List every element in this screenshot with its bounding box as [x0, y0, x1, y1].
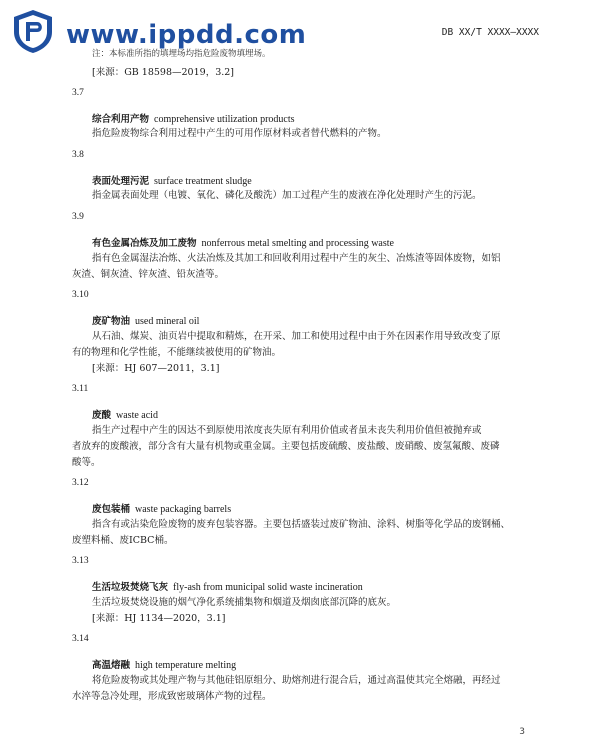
- term-chinese: 有色金属冶炼及加工废物: [92, 238, 197, 249]
- definition-line: 指生产过程中产生的因达不到原使用浓度丧失原有利用价值或者虽未丧失利用价值但被抛弃或: [92, 425, 482, 436]
- source-citation: [来源：GB 18598—2019，3.2]: [92, 67, 235, 78]
- term-english: surface treatment sludge: [154, 176, 252, 187]
- definition-line: 水淬等急冷处理，形成致密玻璃体产物的过程。: [72, 691, 272, 702]
- term-heading: [92, 313, 199, 327]
- term-english: nonferrous metal smelting and processing waste: [201, 238, 394, 249]
- term-english: comprehensive utilization products: [154, 114, 295, 125]
- note-text: 注：本标准所指的填埋场均指危险废物填埋场。: [92, 49, 271, 59]
- definition-line: 者放弃的废酸液，部分含有大量有机物或重金属。主要包括废硫酸、废盐酸、废硝酸、废氢氟酸、废磷: [72, 441, 500, 452]
- term-heading: [92, 579, 363, 593]
- watermark-logo-icon: [10, 8, 56, 54]
- term-english: waste packaging barrels: [135, 504, 232, 515]
- clause-number: 3.13: [72, 556, 89, 566]
- term-english: fly-ash from municipal solid waste incineration: [173, 582, 363, 593]
- clause-number: 3.9: [72, 212, 84, 222]
- definition-line: 指含有或沾染危险废物的废弃包装容器。主要包括盛装过废矿物油、涂料、树脂等化学品的废钢桶、: [92, 519, 511, 530]
- definition-line: 从石油、煤炭、油页岩中提取和精炼，在开采、加工和使用过程中由于外在因素作用导致改变了原: [92, 331, 501, 342]
- clause-number: 3.7: [72, 88, 84, 98]
- definition-line: 指金属表面处理（电镀、氧化、磷化及酸洗）加工过程产生的废液在净化处理时产生的污泥。: [92, 190, 482, 201]
- clause-number: 3.11: [72, 384, 89, 394]
- watermark-text: www.ippdd.com: [66, 20, 307, 50]
- page-number: 3: [519, 727, 525, 737]
- term-chinese: 高温熔融: [92, 660, 131, 671]
- definition-line: 灰渣、铜灰渣、锌灰渣、铅灰渣等。: [72, 269, 225, 280]
- definition-line: 指危险废物综合利用过程中产生的可用作原材料或者替代燃料的产物。: [92, 128, 387, 139]
- term-heading: [92, 111, 295, 125]
- source-citation: [来源：HJ 607—2011，3.1]: [92, 363, 220, 374]
- definition-line: 将危险废物或其处理产物与其他硅铝原组分、助熔剂进行混合后，通过高温使其完全熔融，再经过: [92, 675, 501, 686]
- document-code: DB XX/T XXXX—XXXX: [441, 27, 539, 38]
- clause-number: 3.10: [72, 290, 89, 300]
- clause-number: 3.14: [72, 634, 89, 644]
- term-english: high temperature melting: [135, 660, 237, 671]
- term-chinese: 表面处理污泥: [92, 176, 150, 187]
- term-chinese: 废酸: [92, 410, 112, 421]
- term-chinese: 生活垃圾焚烧飞灰: [92, 582, 169, 593]
- term-chinese: 废矿物油: [92, 316, 131, 327]
- term-heading: [92, 173, 252, 187]
- clause-number: 3.12: [72, 478, 89, 488]
- term-heading: [92, 657, 236, 671]
- definition-line: 废塑料桶、废ICBC桶。: [72, 535, 174, 546]
- definition-line: 指有色金属湿法冶炼、火法冶炼及其加工和回收利用过程中产生的灰尘、冶炼渣等固体废物，如铝: [92, 253, 501, 264]
- term-heading: [92, 235, 394, 249]
- clause-number: 3.8: [72, 150, 84, 160]
- term-chinese: 综合利用产物: [92, 114, 150, 125]
- term-heading: [92, 501, 231, 515]
- definition-line: 酸等。: [72, 457, 101, 468]
- source-citation: [来源：HJ 1134—2020，3.1]: [92, 613, 226, 624]
- term-heading: [92, 407, 158, 421]
- definition-line: 生活垃圾焚烧设施的烟气净化系统捕集物和烟道及烟囱底部沉降的底灰。: [92, 597, 397, 608]
- term-chinese: 废包装桶: [92, 504, 131, 515]
- definition-line: 有的物理和化学性能，不能继续被使用的矿物油。: [72, 347, 282, 358]
- term-english: used mineral oil: [135, 316, 200, 327]
- term-english: waste acid: [116, 410, 158, 421]
